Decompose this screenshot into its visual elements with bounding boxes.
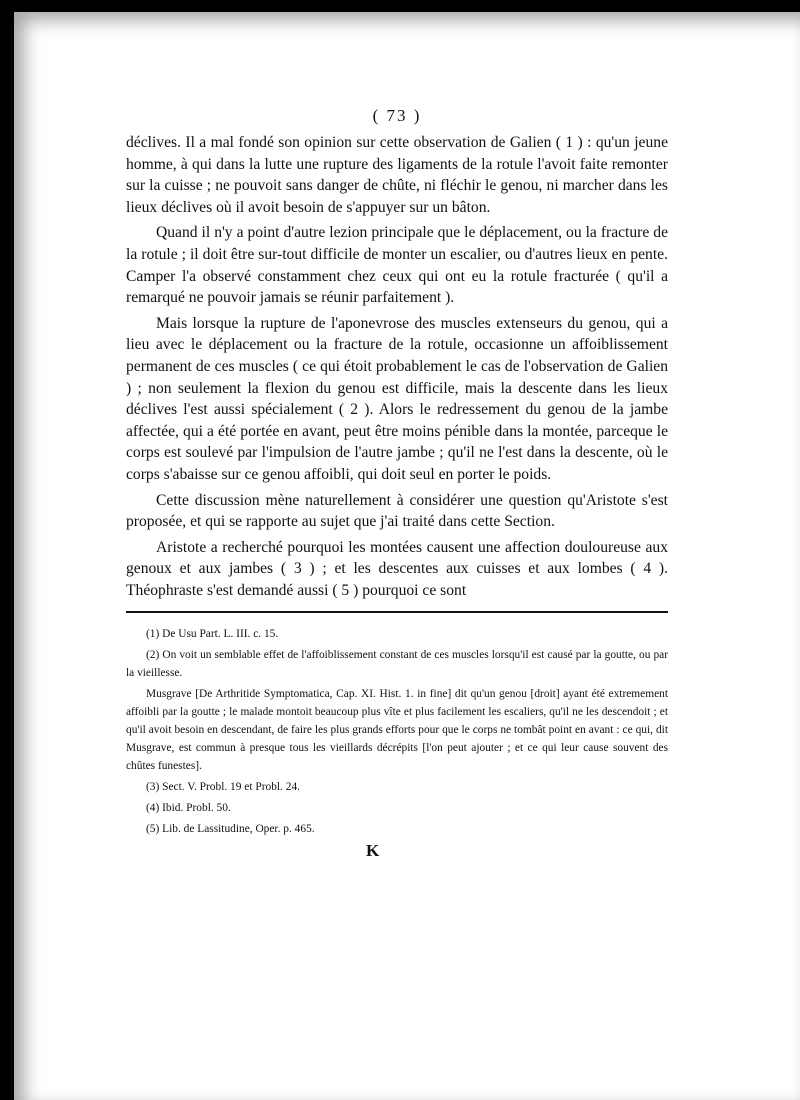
paragraph: déclives. Il a mal fondé son opinion sur cette observation de Galien ( 1 ) : qu'un jeune homme, à qui dans la lutte une rupture des ligaments de la rotule l'avoit faite remonter sur la cuisse ; ne pouvoit sans danger de chûte, ni fléchir le genou, ni marcher dans les lieux déclives où il avoit besoin de s'appuyer sur un bâton.	[126, 134, 668, 216]
footnote: (2) On voit un semblable effet de l'affoiblissement constant de ces muscles lorsqu'il est causé par la goutte, ou par la vieillesse.	[126, 649, 668, 680]
page-content	[126, 106, 668, 861]
body-text	[126, 132, 668, 601]
footnote: (5) Lib. de Lassitudine, Oper. p. 465.	[146, 823, 315, 836]
paragraph: Mais lorsque la rupture de l'aponevrose des muscles extenseurs du genou, qui a lieu avec le déplacement ou la fracture de la rotule, occasionne un affoiblissement permanent de ces muscles ( ce qui étoit probablement le cas de l'observation de Galien ) ; non seulement la flexion du genou est difficile, mais la descente dans les lieux déclives l'est aussi spécialement ( 2 ). Alors le redressement du genou de la jambe affectée, qui a été portée en avant, peut être moins pénible dans la montée, parceque le corps est soulevé par l'impulsion de l'autre jambe ; qu'il ne l'est dans la descente, où le corps s'abaisse sur ce genou affoibli, qui doit seul en porter le poids.	[126, 314, 668, 483]
footnote: (4) Ibid. Probl. 50.	[146, 802, 231, 815]
footnote-divider	[126, 611, 668, 613]
paragraph: Cette discussion mène naturellement à considérer une question qu'Aristote s'est proposée, et qui se rapporte au sujet que j'ai traité dans cette Section.	[126, 491, 668, 531]
signature-mark: K	[366, 841, 380, 861]
footnotes	[126, 625, 668, 838]
footnote: (3) Sect. V. Probl. 19 et Probl. 24.	[146, 781, 300, 794]
footnote: (1) De Usu Part. L. III. c. 15.	[146, 628, 279, 641]
book-page	[14, 12, 800, 1100]
footnote-continuation: Musgrave [De Arthritide Symptomatica, Cap. XI. Hist. 1. in fine] dit qu'un genou [droit] ayant été extremement affoibli par la goutte ; le malade montoit beaucoup plus vîte et plus facilement les escaliers, qu'il ne les descendoit ; et qu'il avoit besoin en descendant, de faire les plus grands efforts pour que le corps ne tombât point en avant : ce qui, dit Musgrave, est commun à presque tous les vieillards décrépits [l'on peut ajouter ; et ce qui leur cause souvent des chûtes funestes].	[126, 688, 668, 773]
page-number: ( 73 )	[372, 106, 422, 125]
paragraph: Quand il n'y a point d'autre lezion principale que le déplacement, ou la fracture de la rotule ; il doit être sur-tout difficile de monter un escalier, ou d'autres lieux en pente. Camper l'a observé constamment chez ceux qui ont eu la rotule fracturée ( qu'il a remarqué ne pouvoir jamais se réunir parfaitement ).	[126, 224, 668, 307]
paragraph: Aristote a recherché pourquoi les montées causent une affection douloureuse aux genoux et aux jambes ( 3 ) ; et les descentes aux cuisses et aux lombes ( 4 ). Théophraste s'est demandé aussi ( 5 ) pourquoi ce sont	[126, 538, 668, 599]
